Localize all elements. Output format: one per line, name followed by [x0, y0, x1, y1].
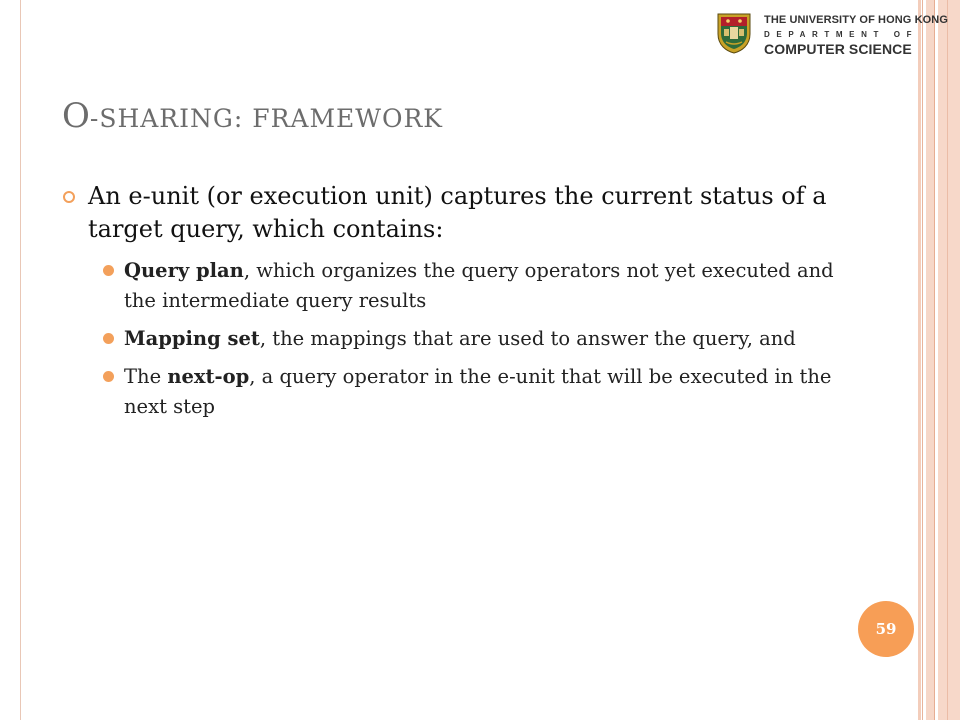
decorative-stripe [926, 0, 934, 720]
logo-department-name: COMPUTER SCIENCE [764, 41, 912, 57]
sub-bullet-text: , which organizes the query operators not yet executed and the intermediate query results [124, 259, 834, 312]
term-query-plan: Query plan [124, 259, 244, 282]
title-rest: -SHARING: FRAMEWORK [89, 104, 443, 133]
main-bullet-text: An e-unit (or execution unit) captures the current status of a target query, which contains: [88, 182, 827, 243]
dot-bullet-icon [103, 371, 114, 382]
sub-bullet-text: , a query operator in the e-unit that will be executed in the next step [124, 365, 832, 418]
decorative-stripe [934, 0, 935, 720]
sub-bullet-list [60, 256, 860, 422]
decorative-stripe [947, 0, 948, 720]
main-bullet [60, 180, 860, 246]
title-initial: O [62, 96, 90, 136]
decorative-stripe [918, 0, 921, 720]
sub-bullet-query-plan [60, 256, 860, 316]
slide-content [60, 180, 860, 430]
logo-department-label: DEPARTMENT OF [764, 30, 919, 39]
sub-bullet-text: , the mappings that are used to answer the query, and [259, 327, 796, 350]
dot-bullet-icon [103, 333, 114, 344]
sub-bullet-mapping-set [60, 324, 860, 354]
page-number-badge: 59 [858, 601, 914, 657]
left-border-line [20, 0, 21, 720]
slide-title [62, 96, 443, 136]
term-mapping-set: Mapping set [124, 327, 260, 350]
dot-bullet-icon [103, 265, 114, 276]
sub-bullet-next-op [60, 362, 860, 422]
university-logo [716, 8, 949, 58]
decorative-stripe [938, 0, 960, 720]
ring-bullet-icon [62, 190, 76, 204]
decorative-stripe [922, 0, 923, 720]
logo-university-name: THE UNIVERSITY OF HONG KONG [764, 14, 949, 26]
sub-bullet-prefix: The [124, 365, 168, 388]
university-crest-icon [716, 12, 752, 54]
term-next-op: next-op [167, 365, 250, 388]
